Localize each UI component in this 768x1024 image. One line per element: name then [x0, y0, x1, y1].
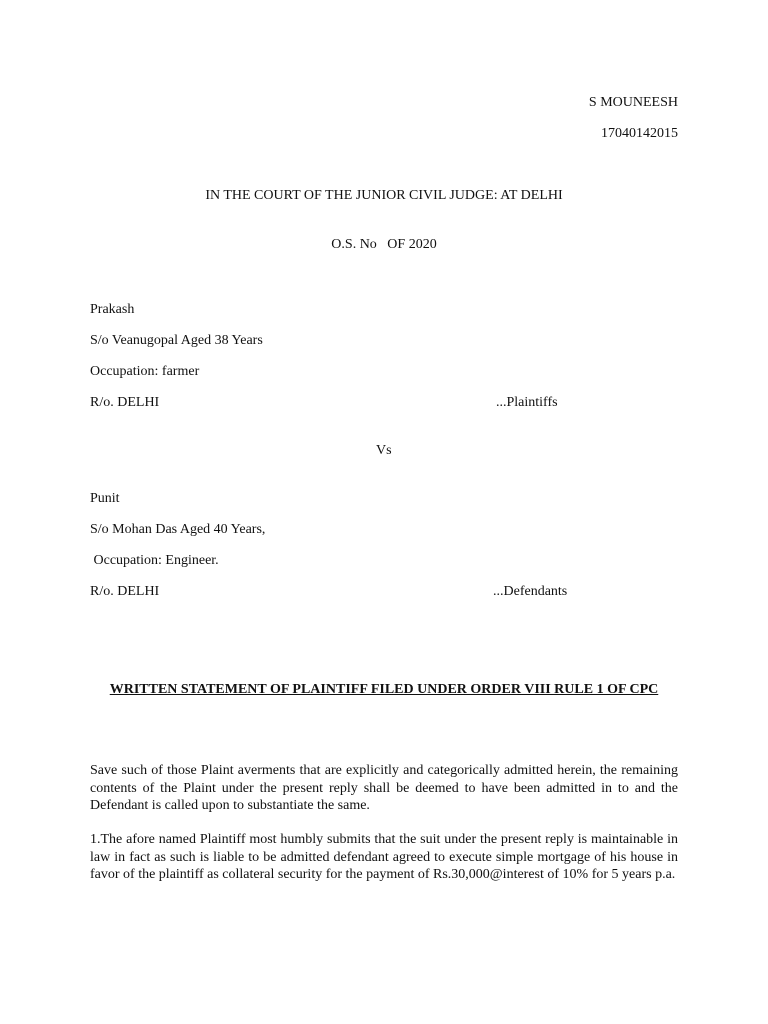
statement-paragraph-1: Save such of those Plaint averments that are explicitly and categorically admitted herein, the remaining contents of the Plaint under the present reply shall be deemed to have been admitted in to and the Defendant is called upon to substantiate the same.: [90, 763, 678, 813]
plaintiff-relation: S/o Veanugopal Aged 38 Years: [90, 333, 263, 348]
defendant-role: ...Defendants: [493, 584, 568, 599]
plaintiff-role: ...Plaintiffs: [496, 395, 558, 410]
plaintiff-occupation: Occupation: farmer: [90, 364, 200, 379]
defendant-name: Punit: [90, 491, 120, 506]
statement-paragraph-2: 1.The afore named Plaintiff most humbly submits that the suit under the present reply is maintainable in law in fact as such is liable to be admitted defendant agreed to execute simple mortgage of his house in favor of the plaintiff as collateral security for the payment of Rs.30,000@interest of 10% for 5 years p.a.: [90, 832, 678, 882]
author-name: S MOUNEESH: [588, 95, 678, 110]
plaintiff-residence: R/o. DELHI: [90, 395, 160, 410]
court-title: IN THE COURT OF THE JUNIOR CIVIL JUDGE: AT DELHI: [205, 188, 563, 203]
case-number: O.S. No OF 2020: [331, 237, 437, 252]
defendant-residence: R/o. DELHI: [90, 584, 160, 599]
author-id: 17040142015: [601, 126, 678, 141]
plaintiff-name: Prakash: [90, 302, 135, 317]
defendant-relation: S/o Mohan Das Aged 40 Years,: [90, 522, 266, 537]
versus-label: Vs: [376, 443, 392, 458]
defendant-occupation: Occupation: Engineer.: [90, 553, 219, 568]
statement-heading: WRITTEN STATEMENT OF PLAINTIFF FILED UNDER ORDER VIII RULE 1 OF CPC: [109, 682, 659, 697]
